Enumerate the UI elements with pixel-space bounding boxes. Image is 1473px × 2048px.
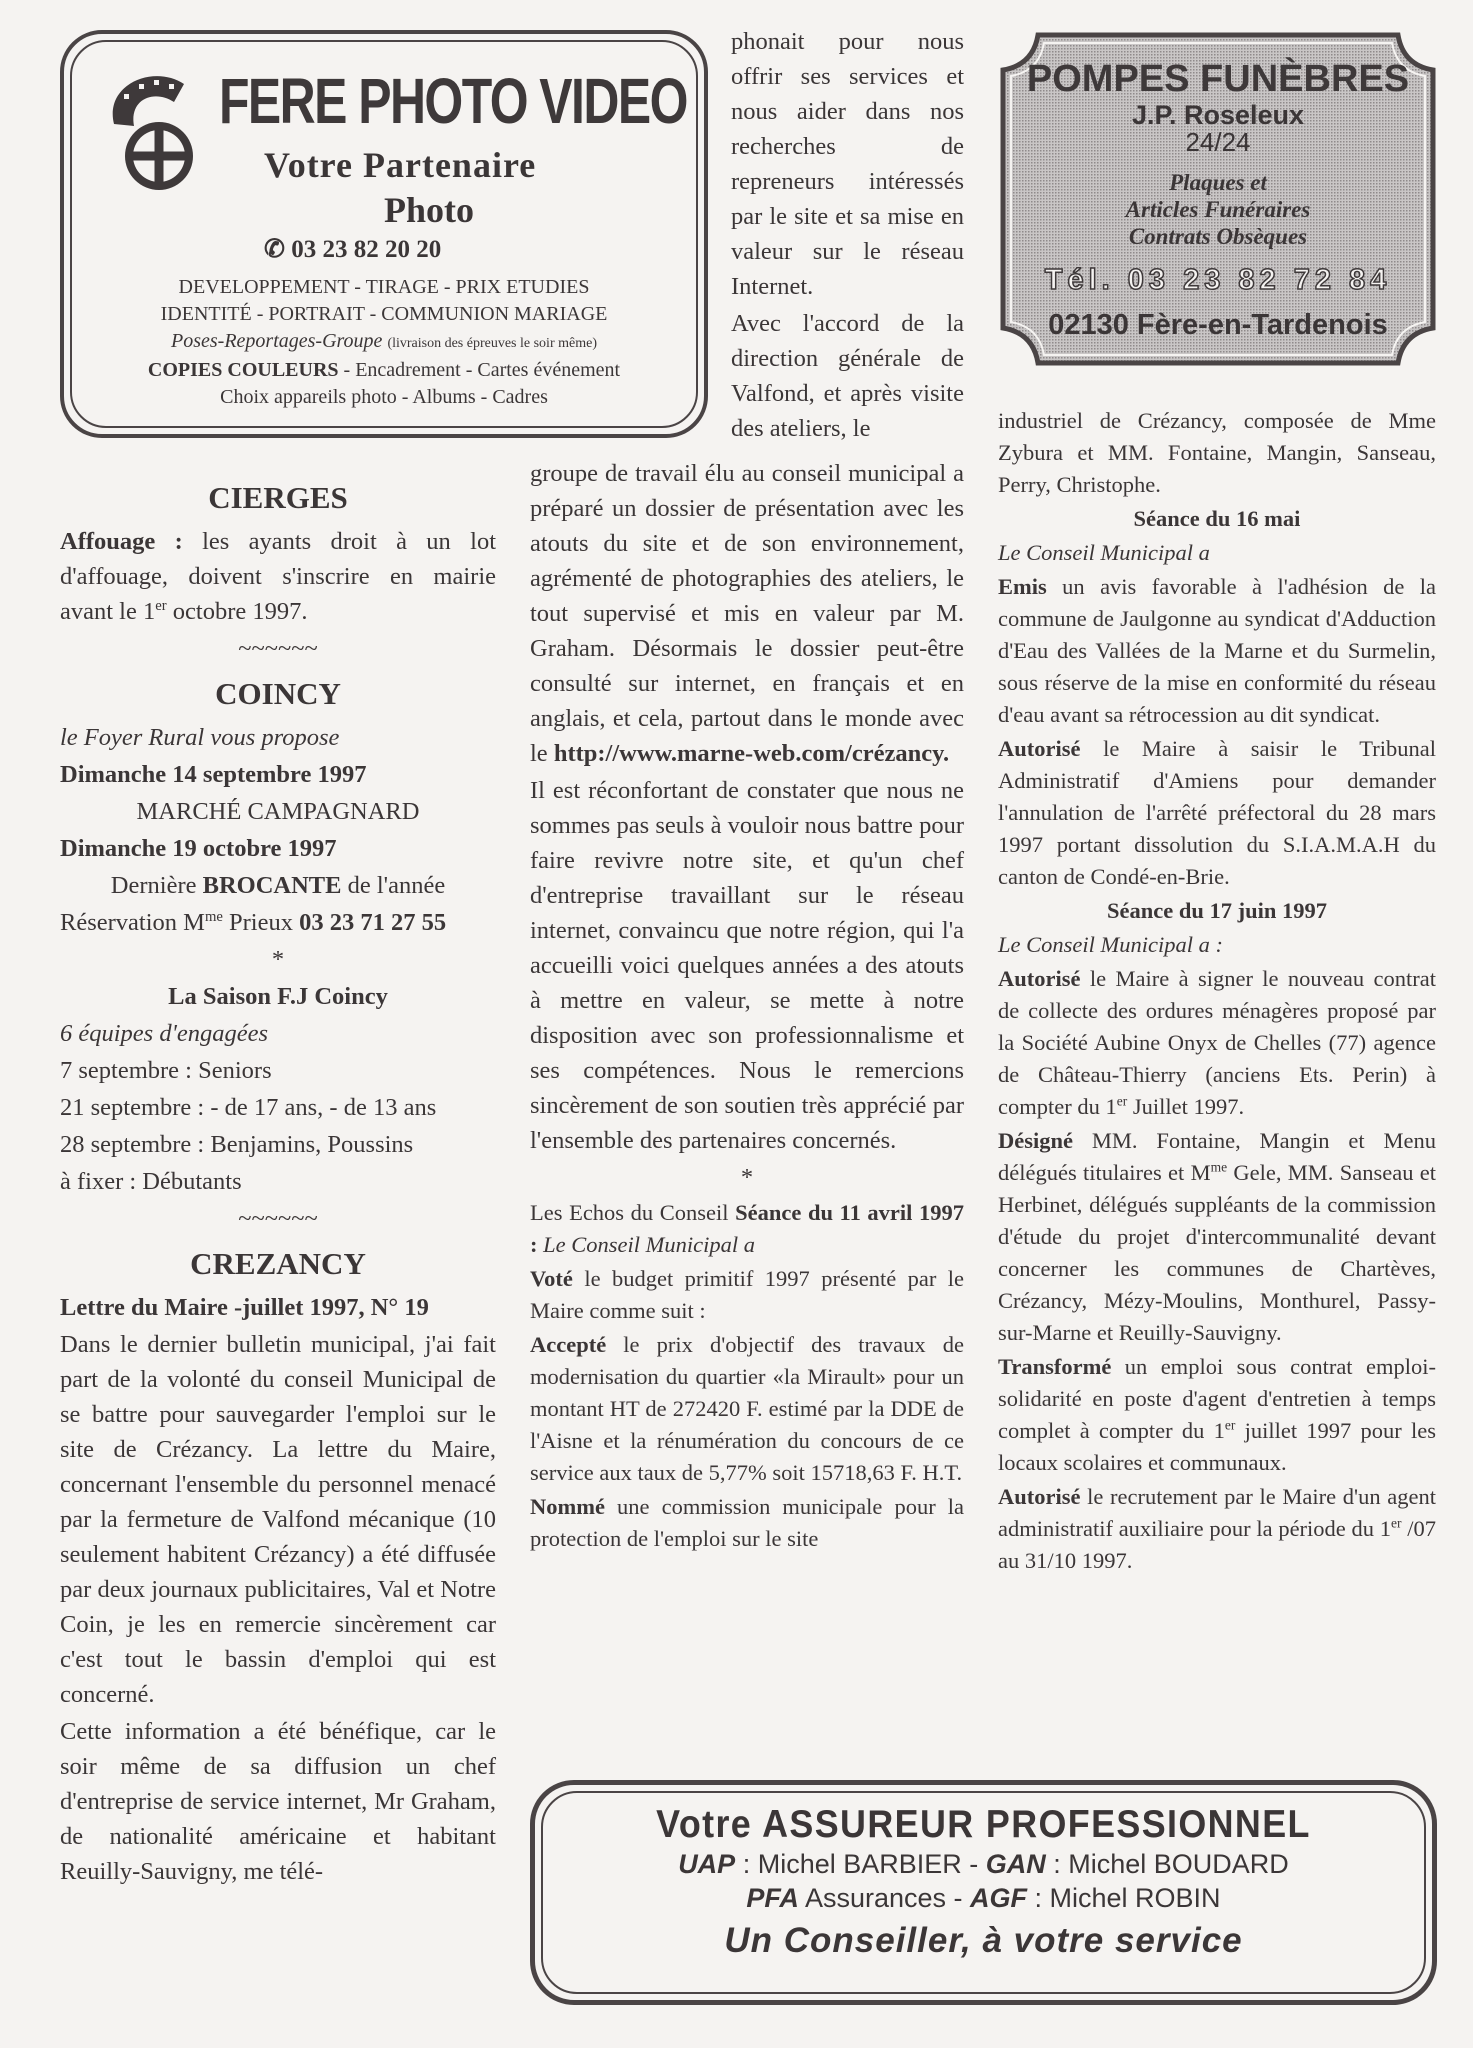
film-reel-icon bbox=[94, 64, 224, 194]
ad-company: GAN bbox=[985, 1849, 1046, 1879]
text: MARCHÉ CAMPAGNARD bbox=[136, 798, 420, 825]
bold-text: Dimanche 19 octobre 1997 bbox=[60, 835, 337, 862]
text: industriel de Crézancy, composée de Mme Zybura et MM. Fontaine, Mangin, Sanseau, Perry, Christophe. bbox=[998, 408, 1436, 497]
text: CIERGES bbox=[208, 480, 348, 515]
ad-line bbox=[64, 357, 704, 384]
paragraph bbox=[998, 405, 1436, 501]
bold-text: Désigné bbox=[998, 1128, 1073, 1153]
paragraph bbox=[731, 24, 964, 304]
text: les ayants droit à un lot d'affouage, doivent s'inscrire en mairie avant le 1 bbox=[60, 528, 496, 625]
ad-title: FERE PHOTO VIDEO bbox=[219, 65, 687, 137]
paragraph bbox=[60, 1127, 496, 1162]
ad-company: PFA bbox=[746, 1883, 799, 1913]
section-heading bbox=[60, 478, 496, 518]
paragraph bbox=[60, 831, 496, 866]
text: le recrutement par le Maire d'un agent administratif auxiliaire pour la période du 1 bbox=[998, 1484, 1436, 1541]
ad-line: Contrats Obsèques bbox=[1128, 224, 1308, 249]
ad-title: Votre ASSUREUR PROFESSIONNEL bbox=[656, 1803, 1311, 1846]
paragraph bbox=[998, 537, 1436, 569]
ad-line: DEVELOPPEMENT - TIRAGE - PRIX ETUDIES bbox=[178, 276, 590, 298]
paragraph bbox=[60, 1290, 496, 1325]
pompes-funebres-ad bbox=[998, 30, 1438, 368]
text: 28 septembre : Benjamins, Poussins bbox=[60, 1131, 414, 1158]
bold-text: Accepté bbox=[530, 1332, 607, 1357]
section-heading bbox=[60, 1244, 496, 1284]
paragraph bbox=[530, 1197, 964, 1261]
paragraph bbox=[60, 1164, 496, 1199]
text: de l'année bbox=[341, 872, 446, 899]
text: Juillet 1997. bbox=[1127, 1094, 1245, 1119]
paragraph bbox=[998, 503, 1436, 535]
paragraph bbox=[731, 306, 964, 446]
superscript: er bbox=[1391, 1515, 1402, 1531]
italic-text: Le Conseil Municipal a : bbox=[998, 932, 1223, 957]
paragraph bbox=[60, 942, 496, 977]
ad-title: POMPES FUNÈBRES bbox=[1026, 58, 1410, 100]
paragraph bbox=[60, 631, 496, 666]
italic-text: Le Conseil Municipal a bbox=[998, 540, 1210, 565]
text: Il est réconfortant de constater que nous ne sommes pas seuls à vouloir nous battre pour faire revivre notre site, et qu'un chef d'entreprise travaillant sur le réseau internet, convaincu que notre région, qui l'a accueilli voici quelques années a des atouts à mettre en valeur, se mette à notre disposition avec son professionnalisme et ses compétences. Nous le remercions sincèrement de son soutien très apprécié par l'ensemble des partenaires concernés. bbox=[530, 777, 964, 1154]
text: Avec l'accord de la direction générale de Valfond, et après visite des ateliers, le bbox=[731, 310, 964, 442]
text: Gele, MM. Sanseau et Herbinet, délégués suppléants de la commission d'étude du projet d'intercommunalité devant concerner les communes de Chartèves, Crézancy, Mézy-Moulins, Monthurel, Passy-sur-Marne et Reuilly-Sauvigny. bbox=[998, 1160, 1436, 1345]
ad-phone: ✆ 03 23 82 20 20 bbox=[264, 236, 442, 263]
text: une commission municipale pour la protection de l'emploi sur le site bbox=[530, 1494, 964, 1551]
ad-text bbox=[998, 30, 1438, 368]
bold-text: Autorisé bbox=[998, 1484, 1081, 1509]
text: CREZANCY bbox=[190, 1246, 366, 1281]
text: juillet 1997 pour les locaux scolaires et communaux. bbox=[998, 1418, 1437, 1475]
ad-line: Choix appareils photo - Albums - Cadres bbox=[220, 386, 548, 408]
ad-line-bold: COPIES COULEURS bbox=[147, 359, 339, 381]
bold-text: http://www.marne-web.com/crézancy. bbox=[553, 740, 950, 767]
ad-agent: : Michel BARBIER - bbox=[735, 1849, 986, 1879]
bold-text: Séance du 17 juin 1997 bbox=[1106, 898, 1328, 923]
superscript: er bbox=[155, 597, 167, 614]
ad-company: AGF bbox=[970, 1883, 1028, 1913]
paragraph bbox=[998, 733, 1436, 893]
paragraph bbox=[998, 895, 1436, 927]
paragraph bbox=[60, 720, 496, 755]
bold-text: Dimanche 14 septembre 1997 bbox=[60, 761, 367, 788]
text: Dernière bbox=[110, 872, 203, 899]
column-middle-top bbox=[731, 24, 964, 448]
paragraph bbox=[60, 868, 496, 903]
ad-line-rest: - Encadrement - Cartes événement bbox=[338, 359, 621, 381]
bold-text: Séance du 11 avril 1997 : bbox=[530, 1200, 964, 1257]
ad-line: IDENTITÉ - PORTRAIT - COMMUNION MARIAGE bbox=[160, 303, 608, 325]
paragraph bbox=[998, 571, 1436, 731]
text: ~~~~~~ bbox=[238, 1205, 318, 1232]
paragraph bbox=[60, 757, 496, 792]
column-middle bbox=[530, 456, 964, 1557]
ad-address: 02130 Fère-en-Tardenois bbox=[1048, 309, 1388, 341]
paragraph bbox=[60, 1201, 496, 1236]
text: Dans le dernier bulletin municipal, j'ai fait part de la volonté du conseil Municipal de se battre pour sauvegarder l'emploi sur le site de Crézancy. La lettre du Maire, concernant l'ensemble du personnel menacé par la fermeture de Valfond mécanique (10 seulement habitent Crézancy) a été diffusée par deux journaux publicitaires, Val et Notre Coin, je les en remercie sincèrement car c'est tout le bassin d'emploi qui est concerné. bbox=[60, 1331, 496, 1708]
paragraph bbox=[998, 963, 1436, 1123]
text: octobre 1997. bbox=[166, 598, 308, 625]
text: le Maire à signer le nouveau contrat de collecte des ordures ménagères proposé par la Société Aubine Onyx de Chelles (77) agence de Château-Thierry (anciens Ets. Perin) à compter du 1 bbox=[998, 966, 1436, 1119]
ad-line: Articles Funéraires bbox=[1125, 197, 1311, 222]
ad-line-italic: Poses-Reportages-Groupe bbox=[171, 330, 383, 352]
fere-photo-video-ad bbox=[60, 30, 708, 438]
assureur-ad bbox=[530, 1780, 1437, 2005]
text: Les Echos du Conseil bbox=[530, 1200, 736, 1225]
text: ~~~~~~ bbox=[238, 635, 318, 662]
paragraph bbox=[530, 1329, 964, 1489]
bold-text: Voté bbox=[530, 1266, 573, 1291]
text: le prix d'objectif des travaux de modernisation du quartier «la Mirault» pour un montant HT de 272420 F. estimé par la DDE de l'Aisne et la rénumération du concours de ce service aux taux de 5,77% soit 15718,63 F. H.T. bbox=[530, 1332, 964, 1485]
text: * bbox=[271, 946, 285, 973]
text: Cette information a été bénéfique, car le soir même de sa diffusion un chef d'entreprise de service internet, Mr Graham, de nationalité américaine et habitant Reuilly-Sauvigny, me télé- bbox=[60, 1718, 496, 1885]
superscript: me bbox=[204, 908, 223, 925]
bold-text: Emis bbox=[998, 574, 1047, 599]
ad-tagline-2: Photo bbox=[384, 190, 474, 230]
italic-text: Le Conseil Municipal a bbox=[537, 1232, 755, 1257]
bold-text: BROCANTE bbox=[202, 872, 342, 899]
ad-line-small: (livraison des épreuves le soir même) bbox=[387, 336, 597, 351]
bold-text: Autorisé bbox=[998, 966, 1081, 991]
text: 7 septembre : Seniors bbox=[60, 1057, 272, 1084]
section-heading bbox=[60, 674, 496, 714]
superscript: er bbox=[1224, 1417, 1236, 1433]
paragraph bbox=[60, 979, 496, 1014]
paragraph bbox=[530, 1160, 964, 1195]
ad-company: UAP bbox=[678, 1849, 736, 1879]
text: COINCY bbox=[215, 676, 341, 711]
ad-agent: : Michel ROBIN bbox=[1027, 1883, 1221, 1913]
text: 21 septembre : - de 17 ans, - de 13 ans bbox=[60, 1094, 437, 1121]
italic-text: le Foyer Rural vous propose bbox=[60, 724, 340, 751]
bold-text: 03 23 71 27 55 bbox=[299, 909, 447, 936]
paragraph bbox=[530, 456, 964, 771]
text: un avis favorable à l'adhésion de la commune de Jaulgonne au syndicat d'Adduction d'Eau des Vallées de la Marne et du Surmelin, sous réserve de la mise en conformité du réseau d'eau avant sa rétrocession au dit syndicat. bbox=[998, 574, 1436, 727]
paragraph bbox=[998, 1481, 1436, 1577]
ad-phone: Tél. 03 23 82 72 84 bbox=[1044, 264, 1392, 296]
bold-text: Lettre du Maire -juillet 1997, N° 19 bbox=[60, 1294, 429, 1321]
paragraph bbox=[60, 524, 496, 629]
superscript: er bbox=[1116, 1093, 1128, 1109]
text: le budget primitif 1997 présenté par le Maire comme suit : bbox=[530, 1266, 964, 1323]
ad-name: J.P. Roseleux bbox=[1131, 100, 1305, 130]
bold-text: Autorisé bbox=[998, 736, 1081, 761]
text: Réservation M bbox=[60, 909, 205, 936]
paragraph bbox=[60, 1327, 496, 1712]
paragraph bbox=[60, 1714, 496, 1889]
paragraph bbox=[60, 1016, 496, 1051]
ad-line bbox=[64, 328, 704, 357]
paragraph bbox=[998, 1351, 1436, 1479]
text: un emploi sous contrat emploi-solidarité en poste d'agent d'entretien à temps complet à compter du 1 bbox=[998, 1354, 1436, 1443]
italic-text: 6 équipes d'engagées bbox=[60, 1020, 268, 1047]
paragraph bbox=[998, 929, 1436, 961]
paragraph bbox=[60, 794, 496, 829]
paragraph bbox=[60, 1053, 496, 1088]
paragraph bbox=[60, 1090, 496, 1125]
bold-text: Transformé bbox=[998, 1354, 1112, 1379]
bold-text: Nommé bbox=[530, 1494, 605, 1519]
column-left bbox=[60, 470, 496, 1891]
bold-text: Séance du 16 mai bbox=[1133, 506, 1301, 531]
ad-footer: Un Conseiller, à votre service bbox=[724, 1921, 1243, 1960]
ad-services bbox=[64, 274, 704, 411]
text: MM. Fontaine, Mangin et Menu délégués titulaires et M bbox=[998, 1128, 1436, 1185]
ad-agent: : Michel BOUDARD bbox=[1045, 1849, 1289, 1879]
ad-tagline: Votre Partenaire bbox=[264, 145, 537, 185]
text: phonait pour nous offrir ses services et nous aider dans nos recherches de repreneurs intéressés par le site et sa mise en valeur sur le réseau Internet. bbox=[731, 28, 964, 300]
paragraph bbox=[530, 773, 964, 1158]
text: à fixer : Débutants bbox=[60, 1168, 242, 1195]
bold-text: Affouage : bbox=[60, 528, 183, 555]
ad-line: Plaques et bbox=[1169, 170, 1267, 195]
ad-hours: 24/24 bbox=[1185, 127, 1251, 157]
paragraph bbox=[530, 1263, 964, 1327]
text: groupe de travail élu au conseil municipal a préparé un dossier de présentation avec les atouts du site et de son environnement, agrémenté de photographies des ateliers, le tout supervisé et mis en valeur par M. Graham. Désormais le dossier peut-être consulté sur internet, en français et en anglais, et cela, partout dans le monde avec le bbox=[530, 460, 964, 767]
paragraph bbox=[530, 1491, 964, 1555]
bold-text: La Saison F.J Coincy bbox=[168, 983, 388, 1010]
text: Prieux bbox=[222, 909, 300, 936]
text: * bbox=[740, 1164, 754, 1191]
superscript: me bbox=[1210, 1159, 1228, 1175]
text: /07 au 31/10 1997. bbox=[998, 1516, 1436, 1573]
ad-agent: Assurances - bbox=[798, 1883, 971, 1913]
column-right bbox=[998, 405, 1436, 1579]
paragraph bbox=[998, 1125, 1436, 1349]
paragraph bbox=[60, 905, 496, 940]
text: le Maire à saisir le Tribunal Administratif d'Amiens pour demander l'annulation de l'arrêté préfectoral du 28 mars 1997 portant dissolution du S.I.A.M.A.H du canton de Condé-en-Brie. bbox=[998, 736, 1436, 889]
